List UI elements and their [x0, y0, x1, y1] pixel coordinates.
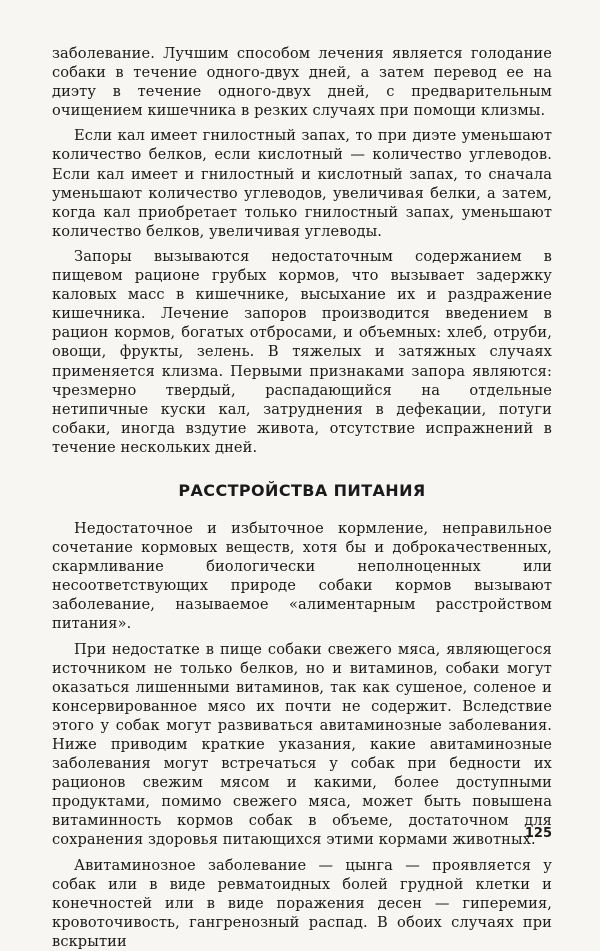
paragraph-continuation: заболевание. Лучшим способом лечения является голодание собаки в течение одного-двух дней, а затем перевод ее на диэту в течение одного-двух дней, с предварительным очищением кишечника в резких случаях при помощи клизмы.: [52, 45, 552, 120]
section-heading: РАССТРОЙСТВА ПИТАНИЯ: [178, 480, 426, 500]
paragraph-scurvy: Авитаминозное заболевание — цынга — проявляется у собак или в виде ревматоидных болей грудной клетки и конечностей или в виде поражения десен — гиперемия, кровоточивость, гангренозный распад. В обоих случаях при вскрытии: [52, 856, 552, 950]
paragraph-odor-diet: Если кал имеет гнилостный запах, то при диэте уменьшают количество белков, если кислотный — количество углеводов. Если кал имеет и гнилостный и кислотный запах, то сначала уменьшают количество углеводов, увеличивая белки, а затем, когда кал приобретает только гнилостный запах, уменьшают количество белков, увеличивая углеводы.: [52, 127, 552, 240]
paragraph-vitamin-deficiency: При недостатке в пище собаки свежего мяса, являющегося источником не только белков, но и витаминов, собаки могут оказаться лишенными витаминов, так как сушеное, соленое и консервированное мясо их почти не содержит. Вследствие этого у собак могут развиваться авитаминозные заболевания. Ниже приводим краткие указания, какие авитаминозные заболевания могут встречаться у собак при бедности их рационов свежим мясом и какими, более доступными продуктами, помимо свежего мяса, может быть повышена витаминность кормов собак в объеме, достаточном для сохранения здоровья питающихся этими кормами животных.: [52, 640, 552, 849]
paragraph-nutrition-disorders: Недостаточное и избыточное кормление, неправильное сочетание кормовых веществ, хотя бы и доброкачественных, скармливание биологически неполноценных или несоответствующих природе собаки кормов вызывают заболевание, называемое «алиментарным расстройством питания».: [52, 519, 552, 633]
page-number: 125: [524, 826, 552, 841]
paragraph-constipation: Запоры вызываются недостаточным содержанием в пищевом рационе грубых кормов, что вызывает задержку каловых масс в кишечнике, высыхание их и раздражение кишечника. Лечение запоров производится введением в рацион кормов, богатых отбросами, и объемных: хлеб, отруби, овощи, фрукты, зелень. В тяжелых и затяжных случаях применяется клизма. Первыми признаками запора являются: чрезмерно твердый, распадающийся на отдельные нетипичные куски кал, затруднения в дефекации, потуги собаки, иногда вздутие живота, отсутствие испражнений в течение нескольких дней.: [52, 247, 552, 456]
